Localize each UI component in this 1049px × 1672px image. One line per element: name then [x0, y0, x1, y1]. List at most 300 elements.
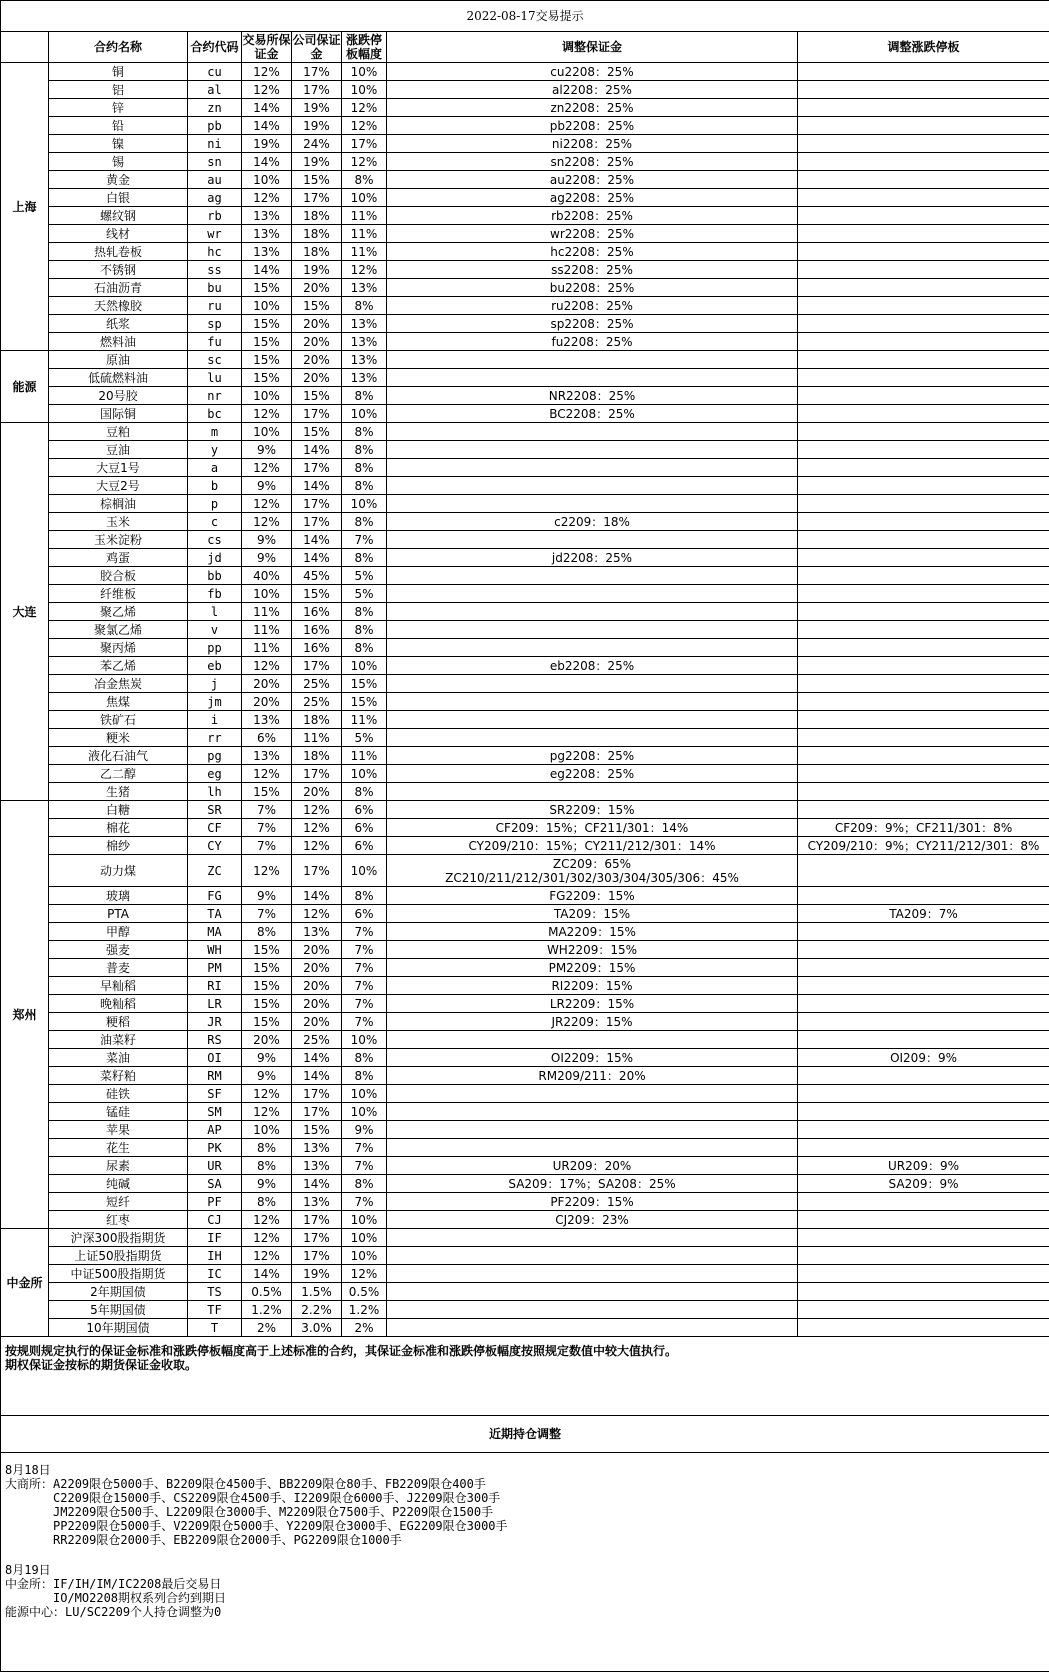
table-row	[1, 887, 1049, 905]
adjusted-limit: CY209/210：9%；CY211/212/301：8%	[798, 837, 1049, 855]
exchange-margin: 15%	[242, 315, 292, 333]
adjusted-margin	[387, 693, 798, 711]
adjusted-limit	[798, 531, 1049, 549]
contract-code: pg	[188, 747, 242, 765]
adjusted-margin: RI2209：15%	[387, 977, 798, 995]
contract-code: ss	[188, 261, 242, 279]
company-margin: 16%	[292, 639, 342, 657]
table-row	[1, 153, 1049, 171]
price-limit: 10%	[342, 1031, 387, 1049]
adjusted-margin	[387, 1121, 798, 1139]
exchange-margin: 19%	[242, 135, 292, 153]
adjusted-limit	[798, 63, 1049, 81]
contract-name: 铅	[49, 117, 188, 135]
exchange-margin: 20%	[242, 1031, 292, 1049]
exchange-margin: 9%	[242, 1067, 292, 1085]
adjusted-margin	[387, 603, 798, 621]
position-line	[5, 1577, 1045, 1591]
table-row	[1, 1139, 1049, 1157]
adjusted-limit	[798, 297, 1049, 315]
exchange-margin: 12%	[242, 495, 292, 513]
adjusted-margin	[387, 477, 798, 495]
adjusted-margin: sp2208：25%	[387, 315, 798, 333]
contract-code: UR	[188, 1157, 242, 1175]
adjusted-limit	[798, 923, 1049, 941]
exchange-label: 上海	[1, 63, 49, 351]
company-margin: 14%	[292, 1067, 342, 1085]
table-row	[1, 729, 1049, 747]
contract-name: 国际铜	[49, 405, 188, 423]
table-row	[1, 99, 1049, 117]
adjusted-margin: CF209：15%；CF211/301：14%	[387, 819, 798, 837]
table-row	[1, 693, 1049, 711]
contract-code: FG	[188, 887, 242, 905]
contract-name: 白糖	[49, 801, 188, 819]
company-margin: 20%	[292, 333, 342, 351]
table-row	[1, 1103, 1049, 1121]
price-limit: 10%	[342, 405, 387, 423]
table-row	[1, 675, 1049, 693]
adjusted-margin: hc2208：25%	[387, 243, 798, 261]
adjusted-limit	[798, 135, 1049, 153]
exchange-label: 中金所	[1, 1229, 49, 1337]
adjusted-margin: PM2209：15%	[387, 959, 798, 977]
price-limit: 5%	[342, 567, 387, 585]
table-row	[1, 567, 1049, 585]
adjusted-limit	[798, 801, 1049, 819]
exchange-margin: 12%	[242, 1211, 292, 1229]
contract-code: MA	[188, 923, 242, 941]
contract-name: 锡	[49, 153, 188, 171]
position-adjust-title: 近期持仓调整	[1, 1416, 1049, 1453]
contract-name: 硅铁	[49, 1085, 188, 1103]
adjusted-limit	[798, 1319, 1049, 1337]
table-row	[1, 977, 1049, 995]
adjusted-limit	[798, 1229, 1049, 1247]
price-limit: 12%	[342, 153, 387, 171]
adjusted-margin: SR2209：15%	[387, 801, 798, 819]
company-margin: 20%	[292, 279, 342, 297]
exchange-margin: 9%	[242, 887, 292, 905]
contract-code: al	[188, 81, 242, 99]
contract-code: b	[188, 477, 242, 495]
adjusted-margin	[387, 621, 798, 639]
contract-code: a	[188, 459, 242, 477]
contract-name: 大豆1号	[49, 459, 188, 477]
company-margin: 17%	[292, 1085, 342, 1103]
company-margin: 17%	[292, 81, 342, 99]
header-contract-code: 合约代码	[188, 32, 242, 63]
contract-code: v	[188, 621, 242, 639]
adjusted-margin: pb2208：25%	[387, 117, 798, 135]
price-limit: 6%	[342, 905, 387, 923]
price-limit: 10%	[342, 657, 387, 675]
contract-code: SR	[188, 801, 242, 819]
contract-name: 纤维板	[49, 585, 188, 603]
company-margin: 20%	[292, 941, 342, 959]
contract-code: OI	[188, 1049, 242, 1067]
price-limit: 8%	[342, 387, 387, 405]
contract-name: 白银	[49, 189, 188, 207]
contract-code: SA	[188, 1175, 242, 1193]
adjusted-limit: TA209：7%	[798, 905, 1049, 923]
exchange-margin: 14%	[242, 153, 292, 171]
exchange-margin: 15%	[242, 333, 292, 351]
exchange-margin: 15%	[242, 941, 292, 959]
position-exchange: 中金所：	[5, 1577, 53, 1591]
price-limit: 8%	[342, 1067, 387, 1085]
price-limit: 5%	[342, 585, 387, 603]
table-row	[1, 603, 1049, 621]
contract-code: pb	[188, 117, 242, 135]
adjusted-margin	[387, 1301, 798, 1319]
adjusted-margin	[387, 1265, 798, 1283]
table-row	[1, 171, 1049, 189]
company-margin: 20%	[292, 1013, 342, 1031]
contract-name: 菜籽粕	[49, 1067, 188, 1085]
company-margin: 20%	[292, 369, 342, 387]
contract-name: 10年期国债	[49, 1319, 188, 1337]
contract-name: 石油沥青	[49, 279, 188, 297]
adjusted-limit	[798, 513, 1049, 531]
contract-code: TF	[188, 1301, 242, 1319]
contract-code: nr	[188, 387, 242, 405]
header-company-margin: 公司保证金	[292, 32, 342, 63]
position-text: IO/MO2208期权系列合约到期日	[53, 1591, 226, 1605]
contract-code: jm	[188, 693, 242, 711]
adjusted-margin: MA2209：15%	[387, 923, 798, 941]
contract-code: RS	[188, 1031, 242, 1049]
price-limit: 6%	[342, 819, 387, 837]
note-line: 按规则规定执行的保证金标准和涨跌停板幅度高于上述标准的合约，其保证金标准和涨跌停板幅度按照规定数值中较大值执行。	[5, 1344, 1045, 1358]
adjusted-limit	[798, 351, 1049, 369]
contract-name: 螺纹钢	[49, 207, 188, 225]
position-line	[5, 1533, 1045, 1547]
price-limit: 13%	[342, 333, 387, 351]
adjusted-limit	[798, 387, 1049, 405]
adjusted-margin: fu2208：25%	[387, 333, 798, 351]
price-limit: 7%	[342, 1193, 387, 1211]
adjusted-margin-line: ZC209：65%	[387, 857, 797, 871]
contract-code: ni	[188, 135, 242, 153]
adjusted-limit	[798, 1121, 1049, 1139]
contract-code: sc	[188, 351, 242, 369]
adjusted-limit	[798, 459, 1049, 477]
price-limit: 10%	[342, 765, 387, 783]
contract-code: j	[188, 675, 242, 693]
adjusted-limit	[798, 621, 1049, 639]
exchange-margin: 15%	[242, 369, 292, 387]
exchange-margin: 15%	[242, 1013, 292, 1031]
contract-name: 甲醇	[49, 923, 188, 941]
contract-name: 花生	[49, 1139, 188, 1157]
contract-code: lh	[188, 783, 242, 801]
adjusted-margin	[387, 495, 798, 513]
adjusted-margin	[387, 711, 798, 729]
contract-name: 中证500股指期货	[49, 1265, 188, 1283]
adjusted-limit	[798, 423, 1049, 441]
contract-name: 早籼稻	[49, 977, 188, 995]
position-body-row	[1, 1453, 1049, 1672]
table-row	[1, 1031, 1049, 1049]
adjusted-margin: CJ209：23%	[387, 1211, 798, 1229]
price-limit: 10%	[342, 855, 387, 887]
contract-code: y	[188, 441, 242, 459]
position-text: C2209限仓15000手、CS2209限仓4500手、I2209限仓6000手、J2209限仓300手	[53, 1491, 500, 1505]
company-margin: 20%	[292, 783, 342, 801]
adjusted-margin: ss2208：25%	[387, 261, 798, 279]
contract-name: 乙二醇	[49, 765, 188, 783]
adjusted-limit	[798, 189, 1049, 207]
contract-name: 鸡蛋	[49, 549, 188, 567]
price-limit: 17%	[342, 135, 387, 153]
price-limit: 10%	[342, 495, 387, 513]
adjusted-limit	[798, 855, 1049, 887]
company-margin: 19%	[292, 1265, 342, 1283]
exchange-margin: 13%	[242, 225, 292, 243]
exchange-margin: 8%	[242, 1139, 292, 1157]
contract-code: T	[188, 1319, 242, 1337]
exchange-margin: 9%	[242, 531, 292, 549]
exchange-margin: 12%	[242, 1247, 292, 1265]
company-margin: 14%	[292, 441, 342, 459]
table-row	[1, 711, 1049, 729]
contract-code: RI	[188, 977, 242, 995]
price-limit: 11%	[342, 207, 387, 225]
contract-code: rb	[188, 207, 242, 225]
position-text: A2209限仓5000手、B2209限仓4500手、BB2209限仓80手、FB2209限仓400手	[53, 1477, 486, 1491]
adjusted-margin	[387, 1031, 798, 1049]
adjusted-margin: pg2208：25%	[387, 747, 798, 765]
exchange-margin: 12%	[242, 855, 292, 887]
contract-code: m	[188, 423, 242, 441]
adjusted-limit	[798, 887, 1049, 905]
exchange-margin: 10%	[242, 585, 292, 603]
header-adjusted-margin: 调整保证金	[387, 32, 798, 63]
company-margin: 12%	[292, 819, 342, 837]
exchange-margin: 8%	[242, 923, 292, 941]
company-margin: 17%	[292, 459, 342, 477]
table-row	[1, 513, 1049, 531]
contract-name: 锌	[49, 99, 188, 117]
header-exchange-margin: 交易所保证金	[242, 32, 292, 63]
price-limit: 7%	[342, 1157, 387, 1175]
spacer	[5, 1547, 1045, 1563]
table-row	[1, 995, 1049, 1013]
price-limit: 8%	[342, 549, 387, 567]
exchange-margin: 20%	[242, 675, 292, 693]
table-row	[1, 1121, 1049, 1139]
notes-row	[1, 1337, 1049, 1416]
adjusted-limit	[798, 243, 1049, 261]
company-margin: 20%	[292, 977, 342, 995]
contract-name: 棉纱	[49, 837, 188, 855]
exchange-margin: 13%	[242, 207, 292, 225]
company-margin: 14%	[292, 887, 342, 905]
adjusted-limit	[798, 333, 1049, 351]
adjusted-limit	[798, 959, 1049, 977]
contract-code: fu	[188, 333, 242, 351]
contract-name: 纸浆	[49, 315, 188, 333]
table-row	[1, 621, 1049, 639]
adjusted-margin: NR2208：25%	[387, 387, 798, 405]
adjusted-margin: bu2208：25%	[387, 279, 798, 297]
adjusted-limit	[798, 207, 1049, 225]
table-row	[1, 297, 1049, 315]
position-title-row	[1, 1416, 1049, 1453]
company-margin: 19%	[292, 153, 342, 171]
contract-code: pp	[188, 639, 242, 657]
header-contract-name: 合约名称	[49, 32, 188, 63]
table-row	[1, 959, 1049, 977]
adjusted-margin	[387, 459, 798, 477]
contract-code: ZC	[188, 855, 242, 887]
adjusted-margin	[387, 441, 798, 459]
price-limit: 8%	[342, 441, 387, 459]
contract-code: TA	[188, 905, 242, 923]
exchange-margin: 11%	[242, 639, 292, 657]
adjusted-margin: UR209：20%	[387, 1157, 798, 1175]
exchange-margin: 15%	[242, 977, 292, 995]
contract-name: 棉花	[49, 819, 188, 837]
exchange-margin: 12%	[242, 81, 292, 99]
adjusted-margin: jd2208：25%	[387, 549, 798, 567]
price-limit: 11%	[342, 225, 387, 243]
adjusted-limit	[798, 225, 1049, 243]
adjusted-limit	[798, 1013, 1049, 1031]
adjusted-margin	[387, 729, 798, 747]
company-margin: 13%	[292, 923, 342, 941]
contract-name: PTA	[49, 905, 188, 923]
company-margin: 15%	[292, 297, 342, 315]
adjusted-limit	[798, 729, 1049, 747]
price-limit: 8%	[342, 477, 387, 495]
contract-name: 冶金焦炭	[49, 675, 188, 693]
contract-name: 线材	[49, 225, 188, 243]
exchange-margin: 10%	[242, 387, 292, 405]
price-limit: 0.5%	[342, 1283, 387, 1301]
price-limit: 12%	[342, 99, 387, 117]
adjusted-limit	[798, 1301, 1049, 1319]
company-margin: 18%	[292, 711, 342, 729]
contract-code: l	[188, 603, 242, 621]
position-exchange: 能源中心：	[5, 1605, 65, 1619]
adjusted-margin: RM209/211：20%	[387, 1067, 798, 1085]
company-margin: 20%	[292, 351, 342, 369]
price-limit: 10%	[342, 63, 387, 81]
contract-code: wr	[188, 225, 242, 243]
exchange-label: 大连	[1, 423, 49, 801]
contract-code: CF	[188, 819, 242, 837]
table-row	[1, 801, 1049, 819]
exchange-margin: 14%	[242, 99, 292, 117]
contract-name: 铁矿石	[49, 711, 188, 729]
contract-name: 聚丙烯	[49, 639, 188, 657]
adjusted-limit	[798, 995, 1049, 1013]
page-title: 2022-08-17交易提示	[1, 1, 1049, 32]
contract-code: PF	[188, 1193, 242, 1211]
company-margin: 13%	[292, 1139, 342, 1157]
price-limit: 10%	[342, 1229, 387, 1247]
exchange-margin: 10%	[242, 171, 292, 189]
adjusted-limit	[798, 1193, 1049, 1211]
exchange-margin: 12%	[242, 189, 292, 207]
price-limit: 6%	[342, 837, 387, 855]
adjusted-limit	[798, 1067, 1049, 1085]
adjusted-limit	[798, 675, 1049, 693]
exchange-margin: 6%	[242, 729, 292, 747]
company-margin: 14%	[292, 477, 342, 495]
company-margin: 13%	[292, 1157, 342, 1175]
exchange-margin: 9%	[242, 549, 292, 567]
header-row	[1, 32, 1049, 63]
position-date: 8月19日	[5, 1563, 1045, 1577]
adjusted-margin	[387, 1283, 798, 1301]
contract-name: 液化石油气	[49, 747, 188, 765]
price-limit: 8%	[342, 513, 387, 531]
exchange-margin: 12%	[242, 1103, 292, 1121]
adjusted-margin: TA209：15%	[387, 905, 798, 923]
adjusted-limit	[798, 549, 1049, 567]
company-margin: 15%	[292, 171, 342, 189]
company-margin: 19%	[292, 261, 342, 279]
table-row	[1, 765, 1049, 783]
adjusted-margin	[387, 585, 798, 603]
adjusted-margin: eb2208：25%	[387, 657, 798, 675]
contract-code: IF	[188, 1229, 242, 1247]
company-margin: 16%	[292, 603, 342, 621]
contract-name: 沪深300股指期货	[49, 1229, 188, 1247]
adjusted-margin	[387, 675, 798, 693]
adjusted-limit	[798, 941, 1049, 959]
adjusted-limit: CF209：9%；CF211/301：8%	[798, 819, 1049, 837]
position-line	[5, 1605, 1045, 1619]
contract-name: 强麦	[49, 941, 188, 959]
adjusted-margin	[387, 1229, 798, 1247]
price-limit: 10%	[342, 189, 387, 207]
adjusted-margin	[387, 1139, 798, 1157]
company-margin: 12%	[292, 837, 342, 855]
exchange-margin: 15%	[242, 351, 292, 369]
company-margin: 17%	[292, 189, 342, 207]
adjusted-limit	[798, 99, 1049, 117]
adjusted-margin	[387, 855, 798, 887]
table-row	[1, 1319, 1049, 1337]
exchange-margin: 14%	[242, 117, 292, 135]
price-limit: 10%	[342, 1211, 387, 1229]
exchange-margin: 12%	[242, 513, 292, 531]
exchange-margin: 7%	[242, 801, 292, 819]
table-row	[1, 1175, 1049, 1193]
company-margin: 18%	[292, 207, 342, 225]
company-margin: 1.5%	[292, 1283, 342, 1301]
company-margin: 24%	[292, 135, 342, 153]
price-limit: 8%	[342, 639, 387, 657]
exchange-margin: 12%	[242, 657, 292, 675]
adjusted-limit	[798, 603, 1049, 621]
price-limit: 7%	[342, 1013, 387, 1031]
price-limit: 8%	[342, 783, 387, 801]
exchange-margin: 40%	[242, 567, 292, 585]
price-limit: 8%	[342, 297, 387, 315]
contract-code: eb	[188, 657, 242, 675]
table-row	[1, 225, 1049, 243]
adjusted-limit	[798, 1247, 1049, 1265]
adjusted-margin: au2208：25%	[387, 171, 798, 189]
contract-name: 2年期国债	[49, 1283, 188, 1301]
price-limit: 7%	[342, 995, 387, 1013]
company-margin: 13%	[292, 1193, 342, 1211]
